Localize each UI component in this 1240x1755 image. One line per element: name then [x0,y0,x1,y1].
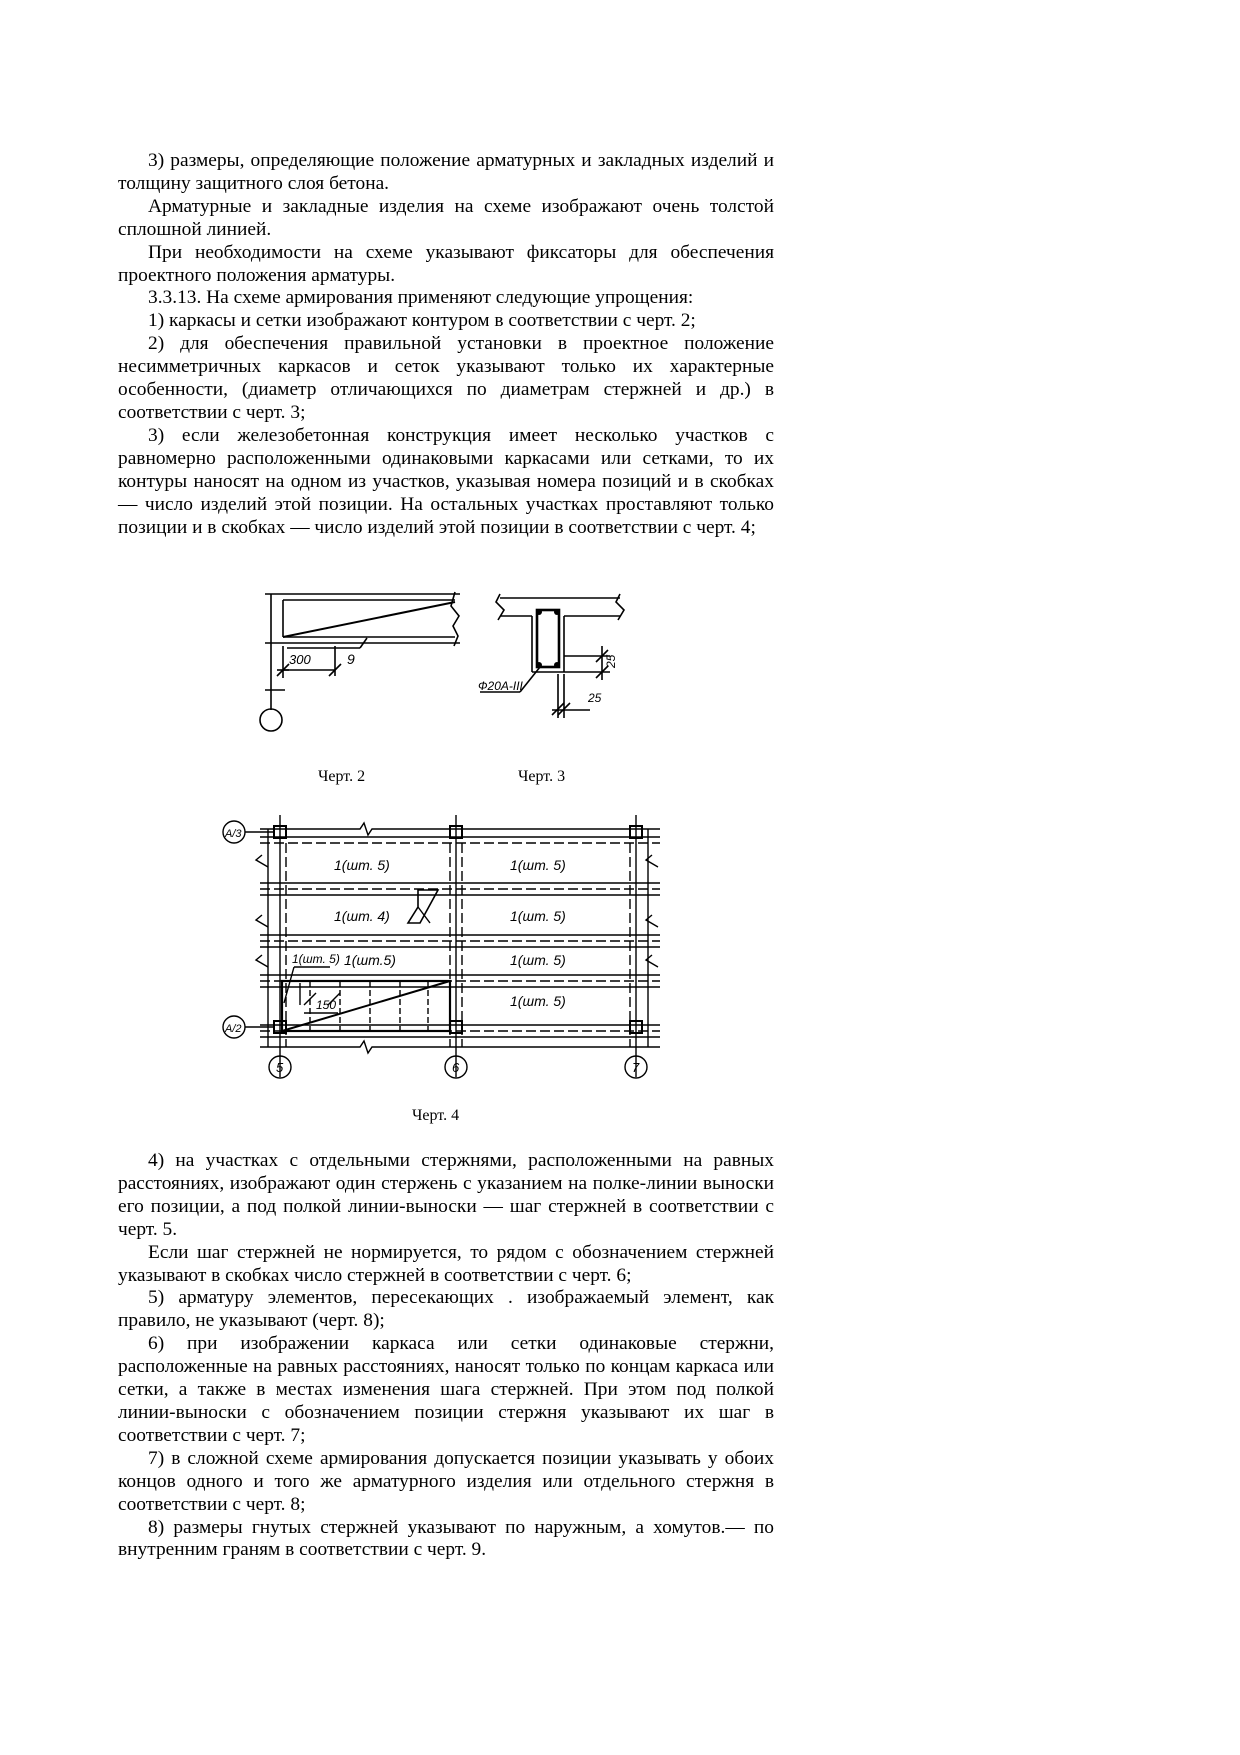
paragraph: 7) в сложной схеме армирования допускается позиции указывать у обоих концов одного и того же арматурного изделия или отдельного стержня в соответствии с черт. 8; [118,1447,774,1515]
text-block-top [118,150,774,539]
text-block-bottom [118,1150,774,1562]
figure-4-caption: Черт. 4 [412,1107,460,1124]
figure-2-drawing [255,590,470,740]
cell-label: 1(шт. 5) [510,993,566,1009]
figure-3-drawing [470,590,640,720]
paragraph: 3) размеры, определяющие положение арматурных и закладных изделий и толщину защитного слоя бетона. [118,150,774,194]
paragraph: 4) на участках с отдельными стержнями, расположенными на равных расстояниях, изображают один стержень с указанием на полке-линии выноски его позиции, а под полкой линии-выноски — шаг стержней в соответствии с черт. 5. [118,1150,774,1240]
paragraph: Арматурные и закладные изделия на схеме изображают очень толстой сплошной линией. [118,195,774,240]
axis-label-6: 6 [452,1060,460,1075]
step-dim-label: 150 [316,998,337,1012]
figure-2-caption: Черт. 2 [318,768,366,785]
cell-label: 1(шт. 4) [334,908,390,924]
cell-label: 1(шт. 5) [510,952,566,968]
paragraph: 5) арматуру элементов, пересекающих . изображаемый элемент, как правило, не указывают (черт. 8); [118,1287,774,1332]
figure-4-drawing [220,815,680,1090]
axis-label-5: 5 [276,1060,284,1075]
paragraph: 3) если железобетонная конструкция имеет несколько участков с равномерно расположенными одинаковыми каркасами или сетками, то их контуры наносят на одном из участков, указывая номера позиций и в скобках — число изделий этой позиции. На остальных участках проставляют только позиции и в скобках — число изделий этой позиции в соответствии с черт. 4; [118,424,774,538]
fig3-dim-vertical: 25 [604,654,618,668]
paragraph: 1) каркасы и сетки изображают контуром в соответствии с черт. 2; [148,310,696,332]
fig3-dim-horizontal: 25 [588,691,602,705]
paragraph: 8) размеры гнутых стержней указывают по наружным, а хомутов.— по внутренним граням в соответствии с черт. 9. [118,1516,774,1561]
paragraph: 3.3.13. На схеме армирования применяют следующие упрощения: [148,287,694,309]
paragraph: Если шаг стержней не нормируется, то рядом с обозначением стержней указывают в скобках число стержней в соответствии с черт. 6; [118,1241,774,1286]
axis-label-a3: А/3 [225,828,242,840]
cell-label: 1(шт.5) [344,952,396,968]
axis-label-7: 7 [632,1060,640,1075]
fig2-pos-label: 9 [347,651,355,667]
cell-label: 1(шт. 5) [334,857,390,873]
cell-label: 1(шт. 5) [510,908,566,924]
paragraph: При необходимости на схеме указывают фиксаторы для обеспечения проектного положения арматуры. [118,241,774,286]
paragraph: 2) для обеспечения правильной установки в проектное положение несимметричных каркасов и сеток указывают только их характерные особенности, (диаметр отличающихся по диаметрам стержней и др.) в соответствии с черт. 3; [118,333,774,423]
figure-3-caption: Черт. 3 [518,768,566,785]
paragraph: 6) при изображении каркаса или сетки одинаковые стержни, расположенные на равных расстояниях, наносят только по концам каркаса или сетки, а также в местах изменения шага стержней. При этом под полкой линии-выноски с обозначением позиции стержня указывают их шаг в соответствии с черт. 7; [118,1333,774,1446]
fig3-rebar-label: Ф20А-III [478,679,523,693]
fig2-dim-label: 300 [289,652,311,667]
axis-label-a2: А/2 [225,1023,242,1035]
leader-label: 1(шт. 5) [292,952,340,966]
cell-label: 1(шт. 5) [510,857,566,873]
